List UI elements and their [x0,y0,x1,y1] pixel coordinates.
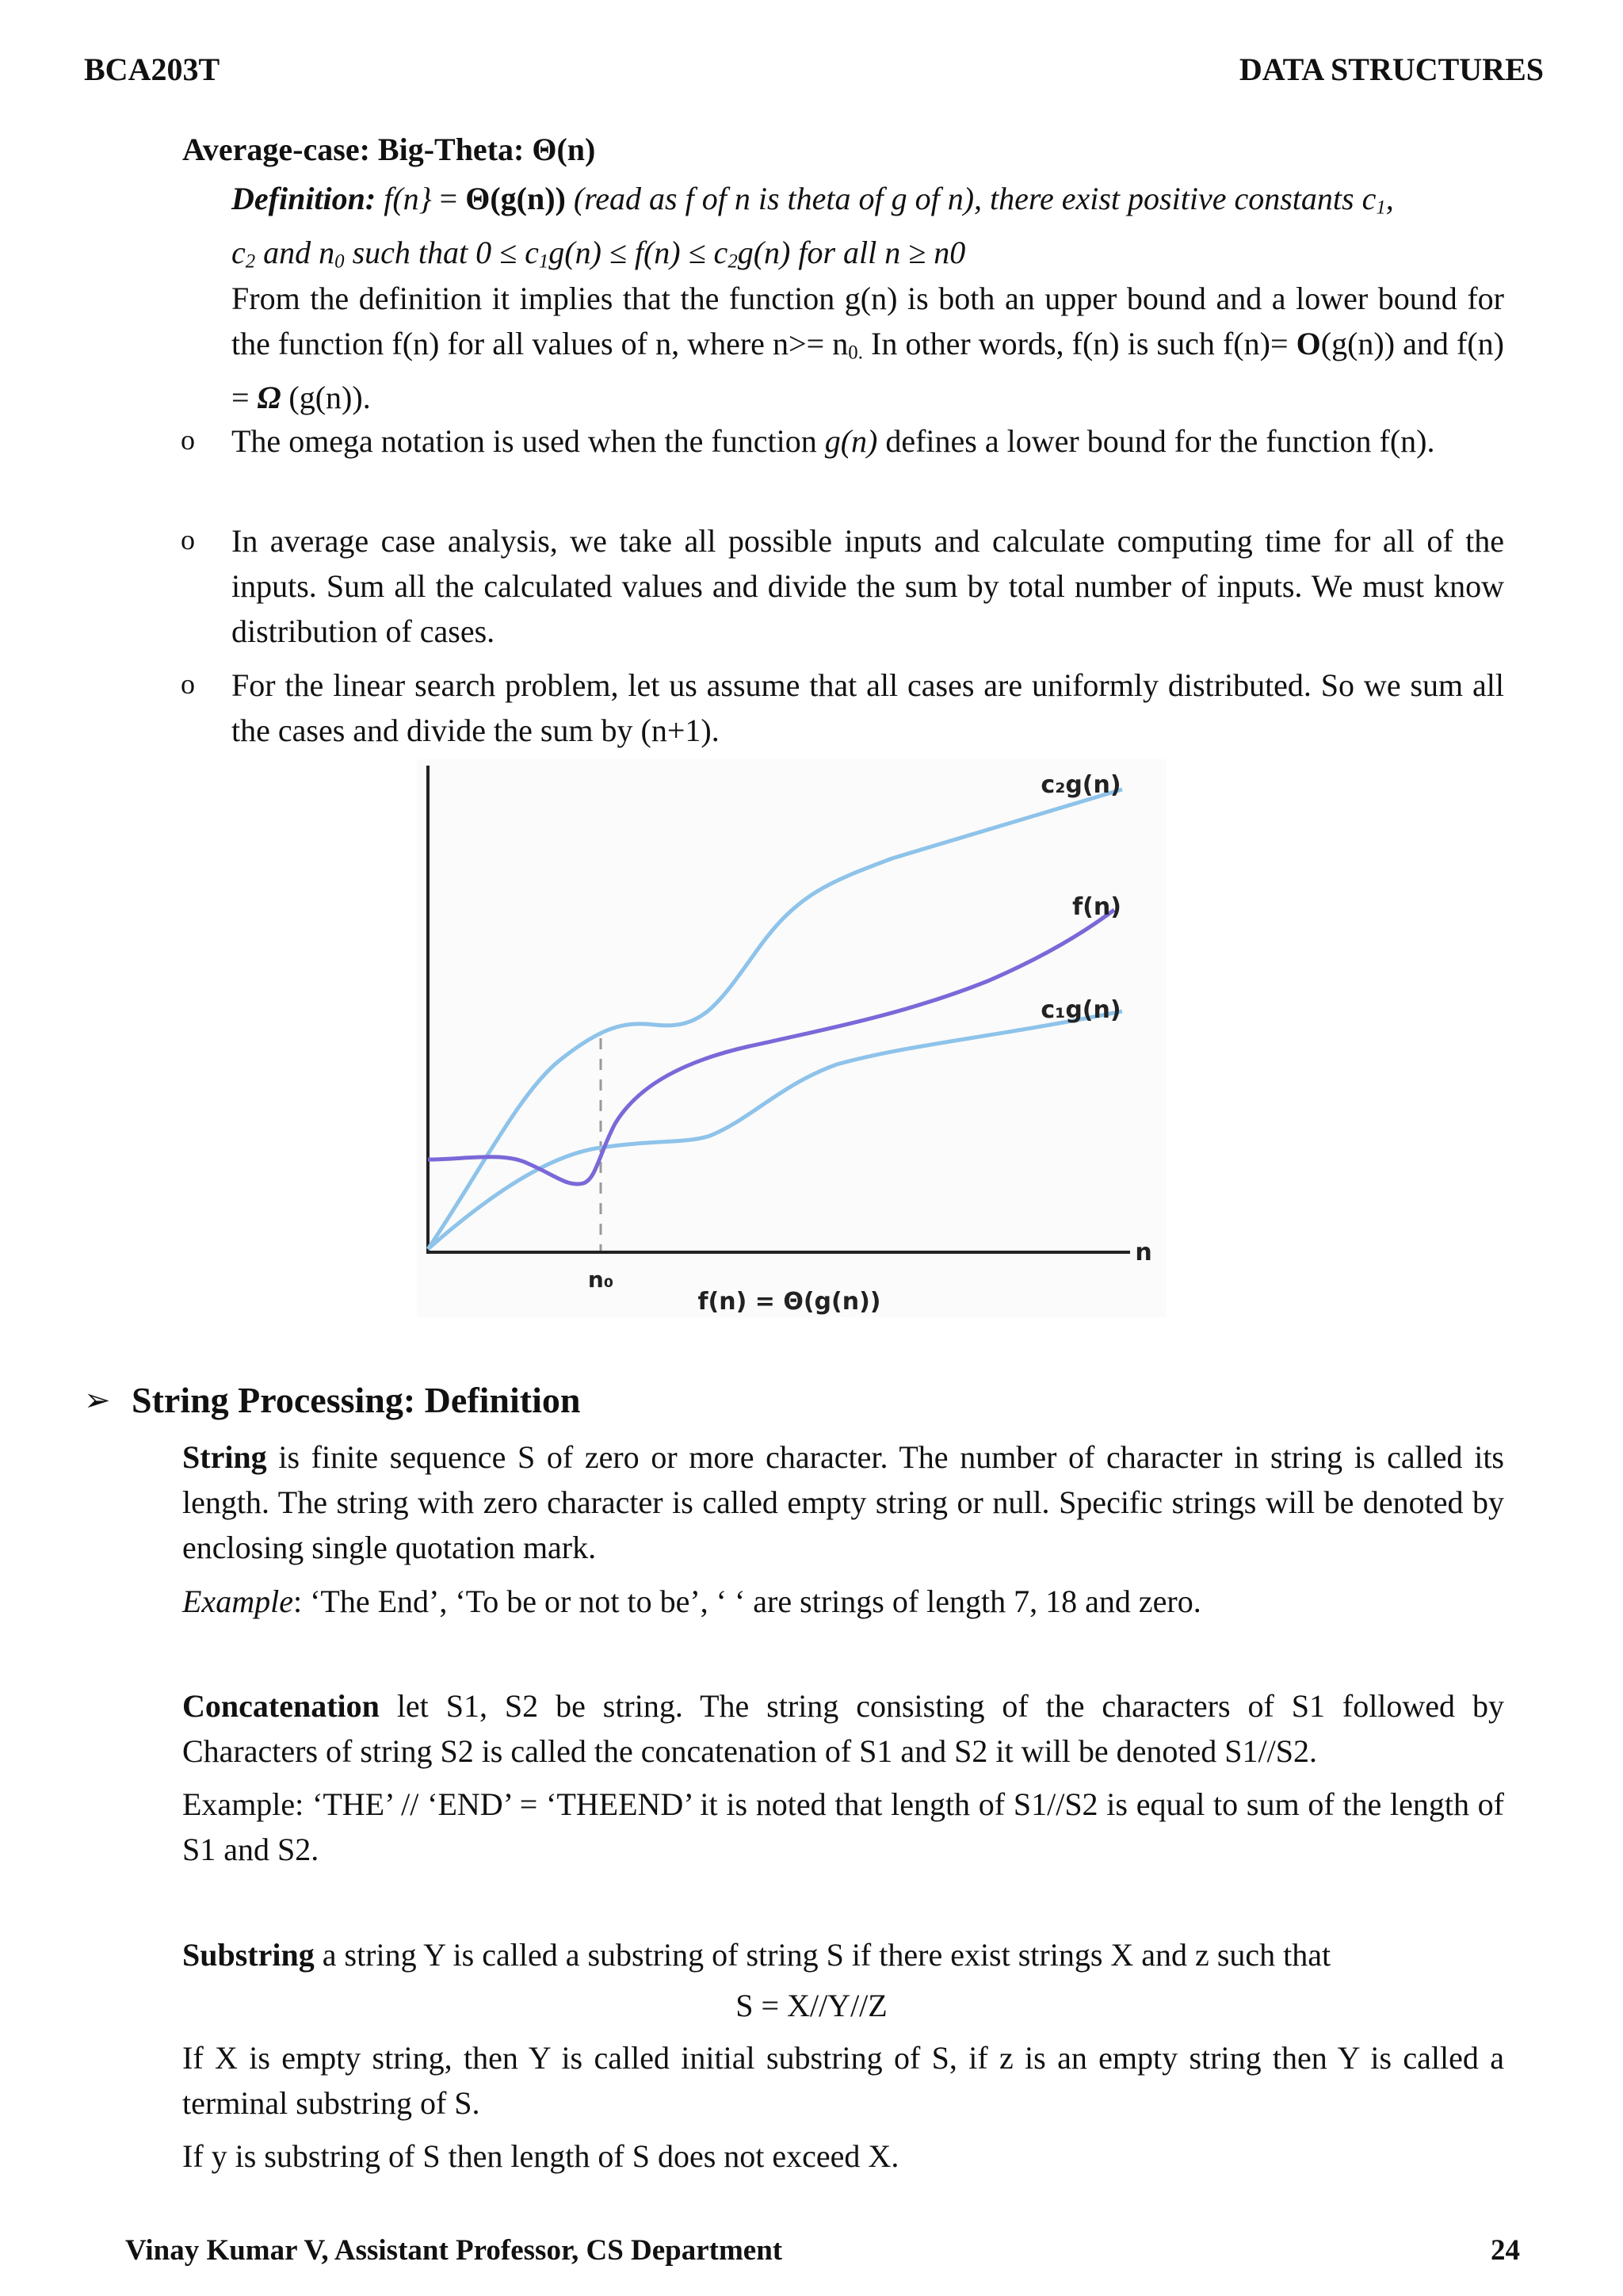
theta-graph-svg [417,759,1167,1317]
string-example: Example: ‘The End’, ‘To be or not to be’, ‘ ‘ are strings of length 7, 18 and zero. [182,1584,1201,1619]
page-number: 24 [1491,2234,1520,2267]
substring-formula: S = X//Y//Z [735,1988,888,2023]
definition-line-1: Definition: f(n} = Θ(g(n)) (read as f of n is theta of g of n), there exist positive constants $c_1$, [231,181,1394,219]
f-label: f(n) [1072,893,1121,921]
bullet-marker: o [181,668,195,700]
c2g-curve [428,789,1122,1249]
n-axis-label: n [1135,1239,1152,1266]
substring-length-note: If y is substring of S then length of S does not exceed X. [182,2138,899,2174]
n0-label: n₀ [587,1266,614,1293]
string-definition: String is finite sequence S of zero or more character. The number of character in string is called its length. The string with zero character is called empty string or null. Specific strings will be denoted by enclosing single quotation mark. [182,1439,1504,1565]
c1g-curve [428,1011,1122,1249]
string-processing-heading: String Processing: Definition [132,1380,581,1420]
bullet-marker: o [181,524,195,556]
concatenation-example: Example: ‘THE’ // ‘END’ = ‘THEEND’ it is noted that length of S1//S2 is equal to sum of the length of S1 and S2. [182,1786,1504,1867]
heading-arrow-icon: ➢ [84,1382,111,1418]
course-code: BCA203T [84,52,220,87]
theta-notation-figure [417,759,1167,1317]
implication-paragraph: From the definition it implies that the function g(n) is both an upper bound and a lower bound for the function f(n) for all values of n, where $n>= n_{0.}$ In other words, f(n) is such f(n)= O(g(n)) and f(n) = Ω (g(n)). [231,281,1505,416]
definition-paragraph [231,176,1504,285]
substring-initial-terminal: If X is empty string, then Y is called initial substring of S, if z is an empty string then Y is called a terminal substring of S. [182,2040,1504,2121]
bullet-marker: o [181,424,195,456]
footer-author: Vinay Kumar V, Assistant Professor, CS Department [125,2234,783,2267]
substring-definition: Substring a string Y is called a substring of string S if there exist strings X and z such that [182,1937,1331,1973]
figure-caption: f(n) = Θ(g(n)) [697,1288,881,1316]
c2g-label: c₂g(n) [1041,771,1121,799]
f-curve [428,910,1114,1184]
bullet-linear-search: For the linear search problem, let us assume that all cases are uniformly distributed. So we sum all the cases and divide the sum by (n+1). [231,667,1504,748]
definition-line-2: $c_2$ and $n_0$ such that $0 \le c_1g(n) \le f(n) \le c_2g(n)$ for all n ≥ n0 [231,235,966,273]
concatenation-definition: Concatenation let S1, S2 be string. The string consisting of the characters of S1 followed by Characters of string S2 is called the concatenation of S1 and S2 it will be denoted S1//S2. [182,1688,1504,1769]
avg-case-heading: Average-case: Big-Theta: Θ(n) [182,132,596,167]
c1g-label: c₁g(n) [1041,996,1121,1024]
bullet-average-analysis: In average case analysis, we take all possible inputs and calculate computing time for all of the inputs. Sum all the calculated values and divide the sum by total number of inputs. We must know distribution of cases. [231,523,1504,649]
bullet-omega-notation: The omega notation is used when the function g(n) defines a lower bound for the function f(n). [231,423,1435,459]
subject-title: DATA STRUCTURES [1239,52,1544,87]
